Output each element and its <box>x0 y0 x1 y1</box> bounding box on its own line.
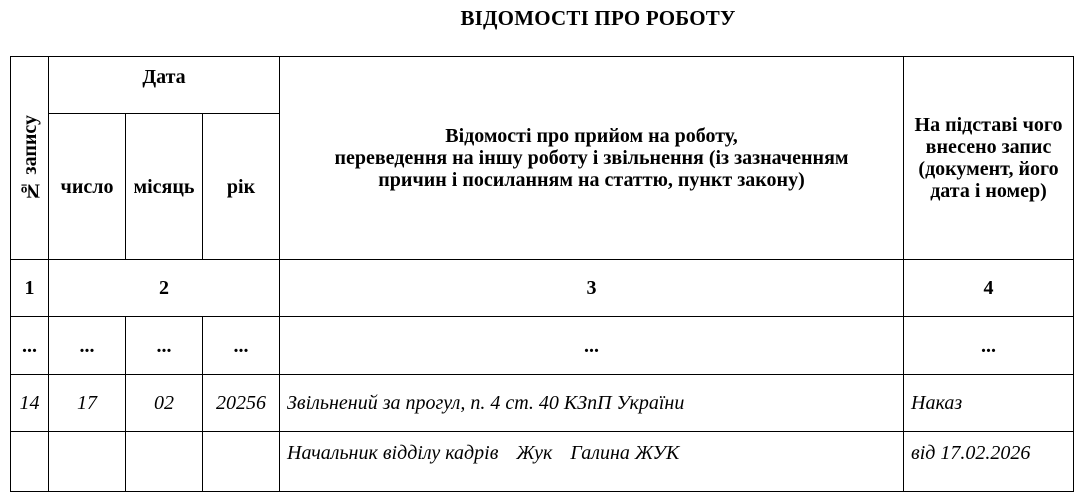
record-row <box>11 375 1074 432</box>
ellipsis-day: ... <box>49 317 126 375</box>
col-number-4: 4 <box>904 260 1074 317</box>
header-day: число <box>49 114 126 260</box>
signature-empty-3 <box>126 432 203 492</box>
ellipsis-basis: ... <box>904 317 1074 375</box>
ellipsis-row <box>11 317 1074 375</box>
col-number-1: 1 <box>11 260 49 317</box>
signature-mark: Жук <box>516 442 553 464</box>
header-basis <box>904 57 1074 260</box>
signature-basis: від 17.02.2026 <box>904 432 1074 492</box>
record-no: 14 <box>11 375 49 432</box>
header-month: місяць <box>126 114 203 260</box>
record-day: 17 <box>49 375 126 432</box>
signature-name: Галина ЖУК <box>570 442 680 464</box>
ellipsis-year: ... <box>203 317 280 375</box>
col-number-2: 2 <box>49 260 280 317</box>
signature-info <box>280 432 904 492</box>
header-record-no-cell <box>11 57 49 260</box>
ellipsis-record-no: ... <box>11 317 49 375</box>
header-record-no: № запису <box>18 114 41 202</box>
work-record-table <box>10 56 1074 492</box>
record-basis: Наказ <box>904 375 1074 432</box>
header-date: Дата <box>49 57 280 114</box>
header-info-text: Відомості про прийом на роботу, переведення на іншу роботу і звільнення (із зазначенням причин і посиланням на статтю, пункт закону) <box>334 125 849 191</box>
record-info: Звільнений за прогул, п. 4 ст. 40 КЗпП України <box>280 375 904 432</box>
header-info <box>280 57 904 260</box>
signature-empty-4 <box>203 432 280 492</box>
signature-empty-2 <box>49 432 126 492</box>
page-title: ВІДОМОСТІ ПРО РОБОТУ <box>460 6 736 30</box>
ellipsis-info: ... <box>280 317 904 375</box>
record-month: 02 <box>126 375 203 432</box>
header-row-top <box>11 57 1074 114</box>
header-year: рік <box>203 114 280 260</box>
column-numbers-row <box>11 260 1074 317</box>
signature-position: Начальник відділу кадрів <box>287 442 499 464</box>
ellipsis-month: ... <box>126 317 203 375</box>
record-year: 20256 <box>203 375 280 432</box>
header-basis-text: На підставі чого внесено запис (документ, його дата і номер) <box>914 114 1063 202</box>
col-number-3: 3 <box>280 260 904 317</box>
signature-row <box>11 432 1074 492</box>
signature-empty-1 <box>11 432 49 492</box>
